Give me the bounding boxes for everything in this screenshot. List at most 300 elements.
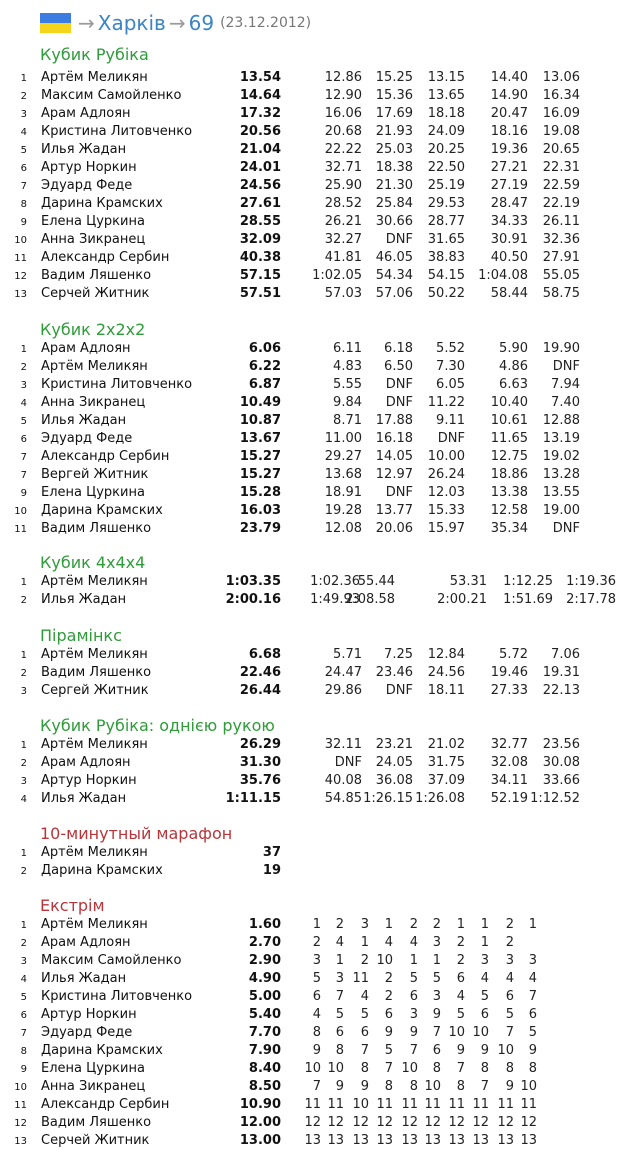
rank: 3 [20,956,27,967]
result-value: 31.30 [239,755,281,770]
competitor-name[interactable]: Вадим Ляшенко [41,1115,152,1130]
competitor-name[interactable]: Артём Меликян [41,574,148,589]
attempt-time: 1 [312,917,321,932]
competitor-name[interactable]: Серчей Житник [41,286,150,301]
competition-number-link[interactable]: 69 [188,11,215,35]
result-value: 57.51 [239,286,281,301]
attempt-time: 4 [384,935,393,950]
attempt-time: 1 [384,917,393,932]
attempt-time: 32.71 [324,160,362,175]
attempt-time: 7 [360,1043,369,1058]
competitor-name[interactable]: Кристина Литовченко [41,377,193,392]
attempt-time: 7 [384,1061,393,1076]
competitor-name[interactable]: Максим Самойленко [41,88,182,103]
attempt-time: 1:19.36 [566,574,616,589]
attempt-time: 1:49.93 [310,592,360,607]
attempt-time: 53.31 [449,574,487,589]
rank: 6 [20,163,27,174]
attempt-time: 2:00.21 [437,592,487,607]
attempt-time: 12 [497,1115,514,1130]
attempt-time: 15.36 [375,88,413,103]
attempt-time: 15.97 [427,521,465,536]
attempt-time: 5 [360,1007,369,1022]
attempt-time: 10.61 [490,413,528,428]
attempt-time: 17.69 [375,106,413,121]
result-row [0,412,627,430]
rank: 10 [14,506,27,517]
result-row [0,87,627,105]
competitor-name[interactable]: Вадим Ляшенко [41,268,152,283]
attempt-time: 11 [424,1097,441,1112]
attempt-time: 5.52 [436,341,465,356]
attempt-time: 10 [472,1025,489,1040]
competitor-name[interactable]: Эдуард Феде [41,1025,133,1040]
result-row [0,988,627,1006]
attempt-time: 57.06 [375,286,413,301]
result-row [0,231,627,249]
competitor-name[interactable]: Вадим Ляшенко [41,521,152,536]
attempt-time: 12.08 [324,521,362,536]
competitor-name[interactable]: Илья Жадан [41,971,127,986]
attempt-time: 40.08 [324,773,362,788]
attempt-time: 9 [505,1079,514,1094]
competitor-name[interactable]: Елена Цуркина [41,485,145,500]
attempt-time: 2 [409,917,418,932]
attempt-time: 8 [409,1079,418,1094]
competitor-name[interactable]: Артём Меликян [41,845,148,860]
competitor-name[interactable]: Кристина Литовченко [41,124,193,139]
competitor-name[interactable]: Илья Жадан [41,413,127,428]
section-title: Кубик 2х2х2 [40,320,146,339]
attempt-time: 6 [480,1007,489,1022]
rank: 1 [20,920,27,931]
attempt-time: 8 [384,1079,393,1094]
attempt-time: 19.28 [324,503,362,518]
attempt-time: 6 [432,1043,441,1058]
attempt-time: 1 [409,953,418,968]
result-row [0,1060,627,1078]
rank: 2 [20,362,27,373]
competitor-name[interactable]: Артур Норкин [41,160,137,175]
attempt-time: 27.33 [490,683,528,698]
attempt-time: 8 [480,1061,489,1076]
competitor-name[interactable]: Арам Адлоян [41,106,131,121]
result-row [0,159,627,177]
attempt-time: 10 [520,1079,537,1094]
attempt-time: 19.36 [490,142,528,157]
competitor-name[interactable]: Илья Жадан [41,791,127,806]
attempt-time: 27.19 [490,178,528,193]
attempt-time: 30.08 [542,755,580,770]
result-value: 8.40 [248,1061,281,1076]
attempt-time: 3 [335,971,344,986]
attempt-time: 12.03 [427,485,465,500]
attempt-time: 24.56 [427,665,465,680]
attempt-time: 20.25 [427,142,465,157]
attempt-time: 17.88 [375,413,413,428]
attempt-time: 18.38 [375,160,413,175]
attempt-time: 24.47 [324,665,362,680]
attempt-time: 18.18 [427,106,465,121]
attempt-time: 2 [456,953,465,968]
rank: 3 [20,109,27,120]
competitor-name[interactable]: Артём Меликян [41,70,148,85]
attempt-time: 24.09 [427,124,465,139]
attempt-time: 6 [360,1025,369,1040]
attempt-time: 5.72 [499,647,528,662]
attempt-time: 11 [472,1097,489,1112]
competitor-name[interactable]: Елена Цуркина [41,214,145,229]
attempt-time: 18.11 [427,683,465,698]
attempt-time: 32.27 [324,232,362,247]
attempt-time: 24.05 [375,755,413,770]
result-row [0,664,627,682]
result-value: 6.06 [248,341,281,356]
attempt-time: 21.93 [375,124,413,139]
competitor-name[interactable]: Анна Зикранец [41,395,146,410]
attempt-time: 12 [352,1115,369,1130]
competitor-name[interactable]: Александр Сербин [41,1097,170,1112]
attempt-time: 30.66 [375,214,413,229]
attempt-time: 5 [312,971,321,986]
rank: 2 [20,91,27,102]
attempt-time: 33.66 [542,773,580,788]
attempt-time: 27.91 [542,250,580,265]
attempt-time: 5 [480,989,489,1004]
attempt-time: 22.31 [542,160,580,175]
attempt-time: 12.84 [427,647,465,662]
rank: 2 [20,866,27,877]
attempt-time: 4 [480,971,489,986]
competitor-name[interactable]: Арам Адлоян [41,935,131,950]
result-value: 24.01 [239,160,281,175]
attempt-time: 21.02 [427,737,465,752]
rank: 2 [20,668,27,679]
attempt-time: 1 [480,935,489,950]
rank: 1 [20,650,27,661]
competitor-name[interactable]: Арам Адлоян [41,755,131,770]
rank: 10 [14,235,27,246]
attempt-time: 4 [409,935,418,950]
attempt-time: 10 [376,953,393,968]
attempt-time: 11 [376,1097,393,1112]
rank: 7 [20,452,27,463]
attempt-time: 37.09 [427,773,465,788]
attempt-time: 11 [497,1097,514,1112]
attempt-time: 11 [520,1097,537,1112]
attempt-time: 55.44 [357,574,395,589]
attempt-time: 29.86 [324,683,362,698]
attempt-time: 1:02.05 [312,268,362,283]
attempt-time: 32.08 [490,755,528,770]
attempt-time: 34.11 [490,773,528,788]
attempt-time: 13 [448,1133,465,1148]
attempt-time: 5 [384,1043,393,1058]
competitor-name[interactable]: Елена Цуркина [41,1061,145,1076]
attempt-time: 3 [432,989,441,1004]
result-value: 19 [262,863,281,878]
result-value: 1:11.15 [225,791,281,806]
attempt-time: 9 [528,1043,537,1058]
rank: 7 [20,1028,27,1039]
attempt-time: 10 [497,1043,514,1058]
competitor-name[interactable]: Артём Меликян [41,737,148,752]
attempt-time: 1:12.52 [530,791,580,806]
competitor-name[interactable]: Серчей Житник [41,1133,150,1148]
result-value: 13.67 [239,431,281,446]
result-value: 2.70 [248,935,281,950]
result-value: 13.00 [239,1133,281,1148]
attempt-time: 10 [352,1097,369,1112]
competitor-name[interactable]: Арам Адлоян [41,341,131,356]
competitor-name[interactable]: Александр Сербин [41,250,170,265]
attempt-time: 22.19 [542,196,580,211]
attempt-time: 58.44 [490,286,528,301]
attempt-time: 4.83 [333,359,362,374]
competitor-name[interactable]: Артём Меликян [41,917,148,932]
attempt-time: 12 [401,1115,418,1130]
attempt-time: 2 [335,917,344,932]
result-value: 26.44 [239,683,281,698]
rank: 9 [20,217,27,228]
attempt-time: DNF [552,521,580,536]
result-row [0,682,627,700]
result-value: 6.22 [248,359,281,374]
result-row [0,69,627,87]
attempt-time: 18.16 [490,124,528,139]
result-value: 4.90 [248,971,281,986]
attempt-time: 26.24 [427,467,465,482]
attempt-time: 7.30 [436,359,465,374]
result-row [0,952,627,970]
attempt-time: 31.75 [427,755,465,770]
attempt-time: DNF [385,683,413,698]
result-value: 21.04 [239,142,281,157]
result-value: 57.15 [239,268,281,283]
city-link[interactable]: Харків [97,11,166,35]
attempt-time: 13 [304,1133,321,1148]
attempt-time: 5 [335,1007,344,1022]
attempt-time: 7 [505,1025,514,1040]
competitor-name[interactable]: Дарина Крамских [41,863,163,878]
attempt-time: 1 [528,917,537,932]
attempt-time: 1 [480,917,489,932]
rank: 4 [20,794,27,805]
attempt-time: 3 [360,917,369,932]
competitor-name[interactable]: Артур Норкин [41,1007,137,1022]
attempt-time: 58.75 [542,286,580,301]
result-value: 37 [262,845,281,860]
attempt-time: 40.50 [490,250,528,265]
section-title: Кубик 4х4х4 [40,553,146,572]
attempt-time: 2 [505,917,514,932]
attempt-time: 11 [327,1097,344,1112]
competitor-name[interactable]: Анна Зикранец [41,232,146,247]
result-row [0,1006,627,1024]
attempt-time: 6 [312,989,321,1004]
competitor-name[interactable]: Артём Меликян [41,359,148,374]
competitor-name[interactable]: Вадим Ляшенко [41,665,152,680]
attempt-time: 8 [528,1061,537,1076]
result-row [0,916,627,934]
competitor-name[interactable]: Эдуард Феде [41,178,133,193]
attempt-time: 8 [335,1043,344,1058]
attempt-time: 12 [424,1115,441,1130]
attempt-time: 36.08 [375,773,413,788]
attempt-time: 13 [401,1133,418,1148]
attempt-time: 25.19 [427,178,465,193]
result-row [0,285,627,303]
attempt-time: 9 [312,1043,321,1058]
section-title: 10-минутный марафон [40,824,233,843]
attempt-time: 57.03 [324,286,362,301]
attempt-time: 16.06 [324,106,362,121]
attempt-time: 9 [335,1079,344,1094]
attempt-time: 13 [472,1133,489,1148]
result-value: 2:00.16 [225,592,281,607]
attempt-time: 10.00 [427,449,465,464]
attempt-time: 4 [335,935,344,950]
attempt-time: 54.85 [324,791,362,806]
rank: 5 [20,992,27,1003]
attempt-time: 25.03 [375,142,413,157]
attempt-time: 3 [528,953,537,968]
attempt-time: 7 [480,1079,489,1094]
attempt-time: 18.86 [490,467,528,482]
attempt-time: 5 [409,971,418,986]
attempt-time: 5 [456,1007,465,1022]
attempt-time: 19.46 [490,665,528,680]
ukraine-flag-icon [40,13,71,33]
attempt-time: 13 [424,1133,441,1148]
attempt-time: 9 [360,1079,369,1094]
attempt-time: 5 [505,1007,514,1022]
attempt-time: 12 [448,1115,465,1130]
competitor-name[interactable]: Дарина Крамских [41,196,163,211]
attempt-time: 7.40 [551,395,580,410]
attempt-time: 12 [520,1115,537,1130]
attempt-time: 13 [352,1133,369,1148]
result-row [0,754,627,772]
attempt-time: 8 [456,1079,465,1094]
competitor-name[interactable]: Максим Самойленко [41,953,182,968]
result-row [0,249,627,267]
attempt-time: 28.77 [427,214,465,229]
result-value: 10.49 [239,395,281,410]
competitor-name[interactable]: Дарина Крамских [41,1043,163,1058]
competitor-name[interactable]: Вергей Житник [41,467,149,482]
result-value: 32.09 [239,232,281,247]
rank: 13 [14,1136,27,1147]
rank: 9 [20,1064,27,1075]
result-value: 14.64 [239,88,281,103]
rank: 5 [20,416,27,427]
competitor-name[interactable]: Илья Жадан [41,142,127,157]
result-row [0,1024,627,1042]
attempt-time: 12 [304,1115,321,1130]
competitor-name[interactable]: Артём Меликян [41,647,148,662]
result-row [0,448,627,466]
attempt-time: 32.77 [490,737,528,752]
result-value: 13.54 [239,70,281,85]
page-header [40,10,311,36]
competitor-name[interactable]: Сергей Житник [41,683,149,698]
rank: 8 [20,1046,27,1057]
result-row [0,340,627,358]
rank: 4 [20,398,27,409]
attempt-time: 4 [456,989,465,1004]
attempt-time: 7 [456,1061,465,1076]
attempt-time: 22.59 [542,178,580,193]
competitor-name[interactable]: Александр Сербин [41,449,170,464]
rank: 9 [20,488,27,499]
attempt-time: 32.11 [324,737,362,752]
result-value: 1:03.35 [225,574,281,589]
attempt-time: 1:26.15 [363,791,413,806]
attempt-time: 1 [335,953,344,968]
competitor-name[interactable]: Эдуард Феде [41,431,133,446]
attempt-time: 3 [480,953,489,968]
attempt-time: 13.65 [427,88,465,103]
rank: 1 [20,848,27,859]
result-value: 28.55 [239,214,281,229]
attempt-time: 5 [528,1025,537,1040]
attempt-time: 19.90 [542,341,580,356]
result-value: 23.79 [239,521,281,536]
result-value: 15.28 [239,485,281,500]
competitor-name[interactable]: Дарина Крамских [41,503,163,518]
attempt-time: 9.84 [333,395,362,410]
attempt-time: 41.81 [324,250,362,265]
attempt-time: DNF [385,485,413,500]
attempt-time: 8 [505,1061,514,1076]
attempt-time: 7 [409,1043,418,1058]
result-value: 17.32 [239,106,281,121]
attempt-time: 5.71 [333,647,362,662]
result-row [0,123,627,141]
competitor-name[interactable]: Анна Зикранец [41,1079,146,1094]
result-row [0,466,627,484]
attempt-time: 55.05 [542,268,580,283]
attempt-time: 6 [409,989,418,1004]
attempt-time: DNF [385,377,413,392]
rank: 1 [20,73,27,84]
attempt-time: 35.34 [490,521,528,536]
attempt-time: 28.47 [490,196,528,211]
result-value: 10.87 [239,413,281,428]
attempt-time: 3 [505,953,514,968]
competitor-name[interactable]: Артур Норкин [41,773,137,788]
attempt-time: 20.47 [490,106,528,121]
result-row [0,1096,627,1114]
attempt-time: 8 [360,1061,369,1076]
rank: 2 [20,758,27,769]
competitor-name[interactable]: Илья Жадан [41,592,127,607]
section-title: Кубик Рубіка: однією рукою [40,716,275,735]
result-row [0,573,627,591]
attempt-time: 8 [312,1025,321,1040]
attempt-time: 18.91 [324,485,362,500]
competitor-name[interactable]: Кристина Литовченко [41,989,193,1004]
attempt-time: 9.11 [436,413,465,428]
attempt-time: 4.86 [499,359,528,374]
attempt-time: 19.02 [542,449,580,464]
attempt-time: 12.58 [490,503,528,518]
section-title: Екстрім [40,896,105,915]
attempt-time: 25.90 [324,178,362,193]
rank: 7 [20,181,27,192]
attempt-time: 20.68 [324,124,362,139]
